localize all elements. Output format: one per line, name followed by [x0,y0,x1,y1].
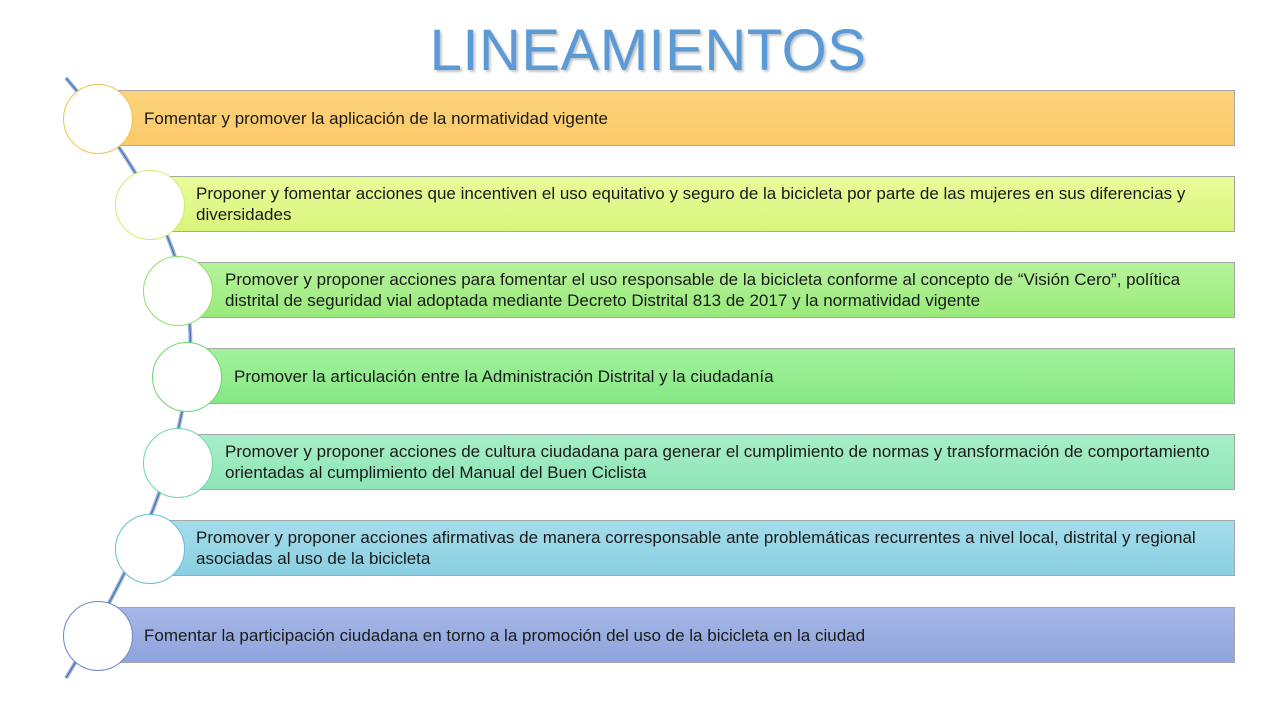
guideline-bar-7 [98,607,1235,663]
guideline-marker-5 [143,428,213,498]
guideline-marker-1 [63,84,133,154]
page-title: LINEAMIENTOS [429,18,867,83]
guideline-text-5: Promover y proponer acciones de cultura ciudadana para generar el cumplimiento de normas y transformación de comportamiento orientadas al cumplimiento del Manual del Buen Ciclista [225,442,1210,482]
guideline-text-6: Promover y proponer acciones afirmativas de manera corresponsable ante problemáticas recurrentes a nivel local, distrital y regional asociadas al uso de la bicicleta [196,528,1196,568]
guideline-bar-5 [178,434,1235,490]
guideline-bar-1 [98,90,1235,146]
guideline-marker-7 [63,601,133,671]
guideline-marker-3 [143,256,213,326]
guideline-bar-6 [150,520,1235,576]
guideline-marker-4 [152,342,222,412]
guideline-bar-3 [178,262,1235,318]
guideline-marker-6 [115,514,185,584]
guideline-text-3: Promover y proponer acciones para fomentar el uso responsable de la bicicleta conforme al concepto de “Visión Cero”, política distrital de seguridad vial adoptada mediante Decreto Distrital 813 de 2017 y la normatividad vigente [225,270,1181,310]
guideline-text-1: Fomentar y promover la aplicación de la normatividad vigente [144,108,608,128]
guideline-text-2: Proponer y fomentar acciones que incentiven el uso equitativo y seguro de la bicicleta por parte de las mujeres en sus diferencias y diversidades [196,184,1186,224]
guideline-marker-2 [115,170,185,240]
guideline-text-4: Promover la articulación entre la Administración Distrital y la ciudadanía [234,366,774,386]
guideline-bar-2 [150,176,1235,232]
guideline-bar-4 [187,348,1235,404]
guideline-text-7: Fomentar la participación ciudadana en torno a la promoción del uso de la bicicleta en la ciudad [144,625,866,645]
